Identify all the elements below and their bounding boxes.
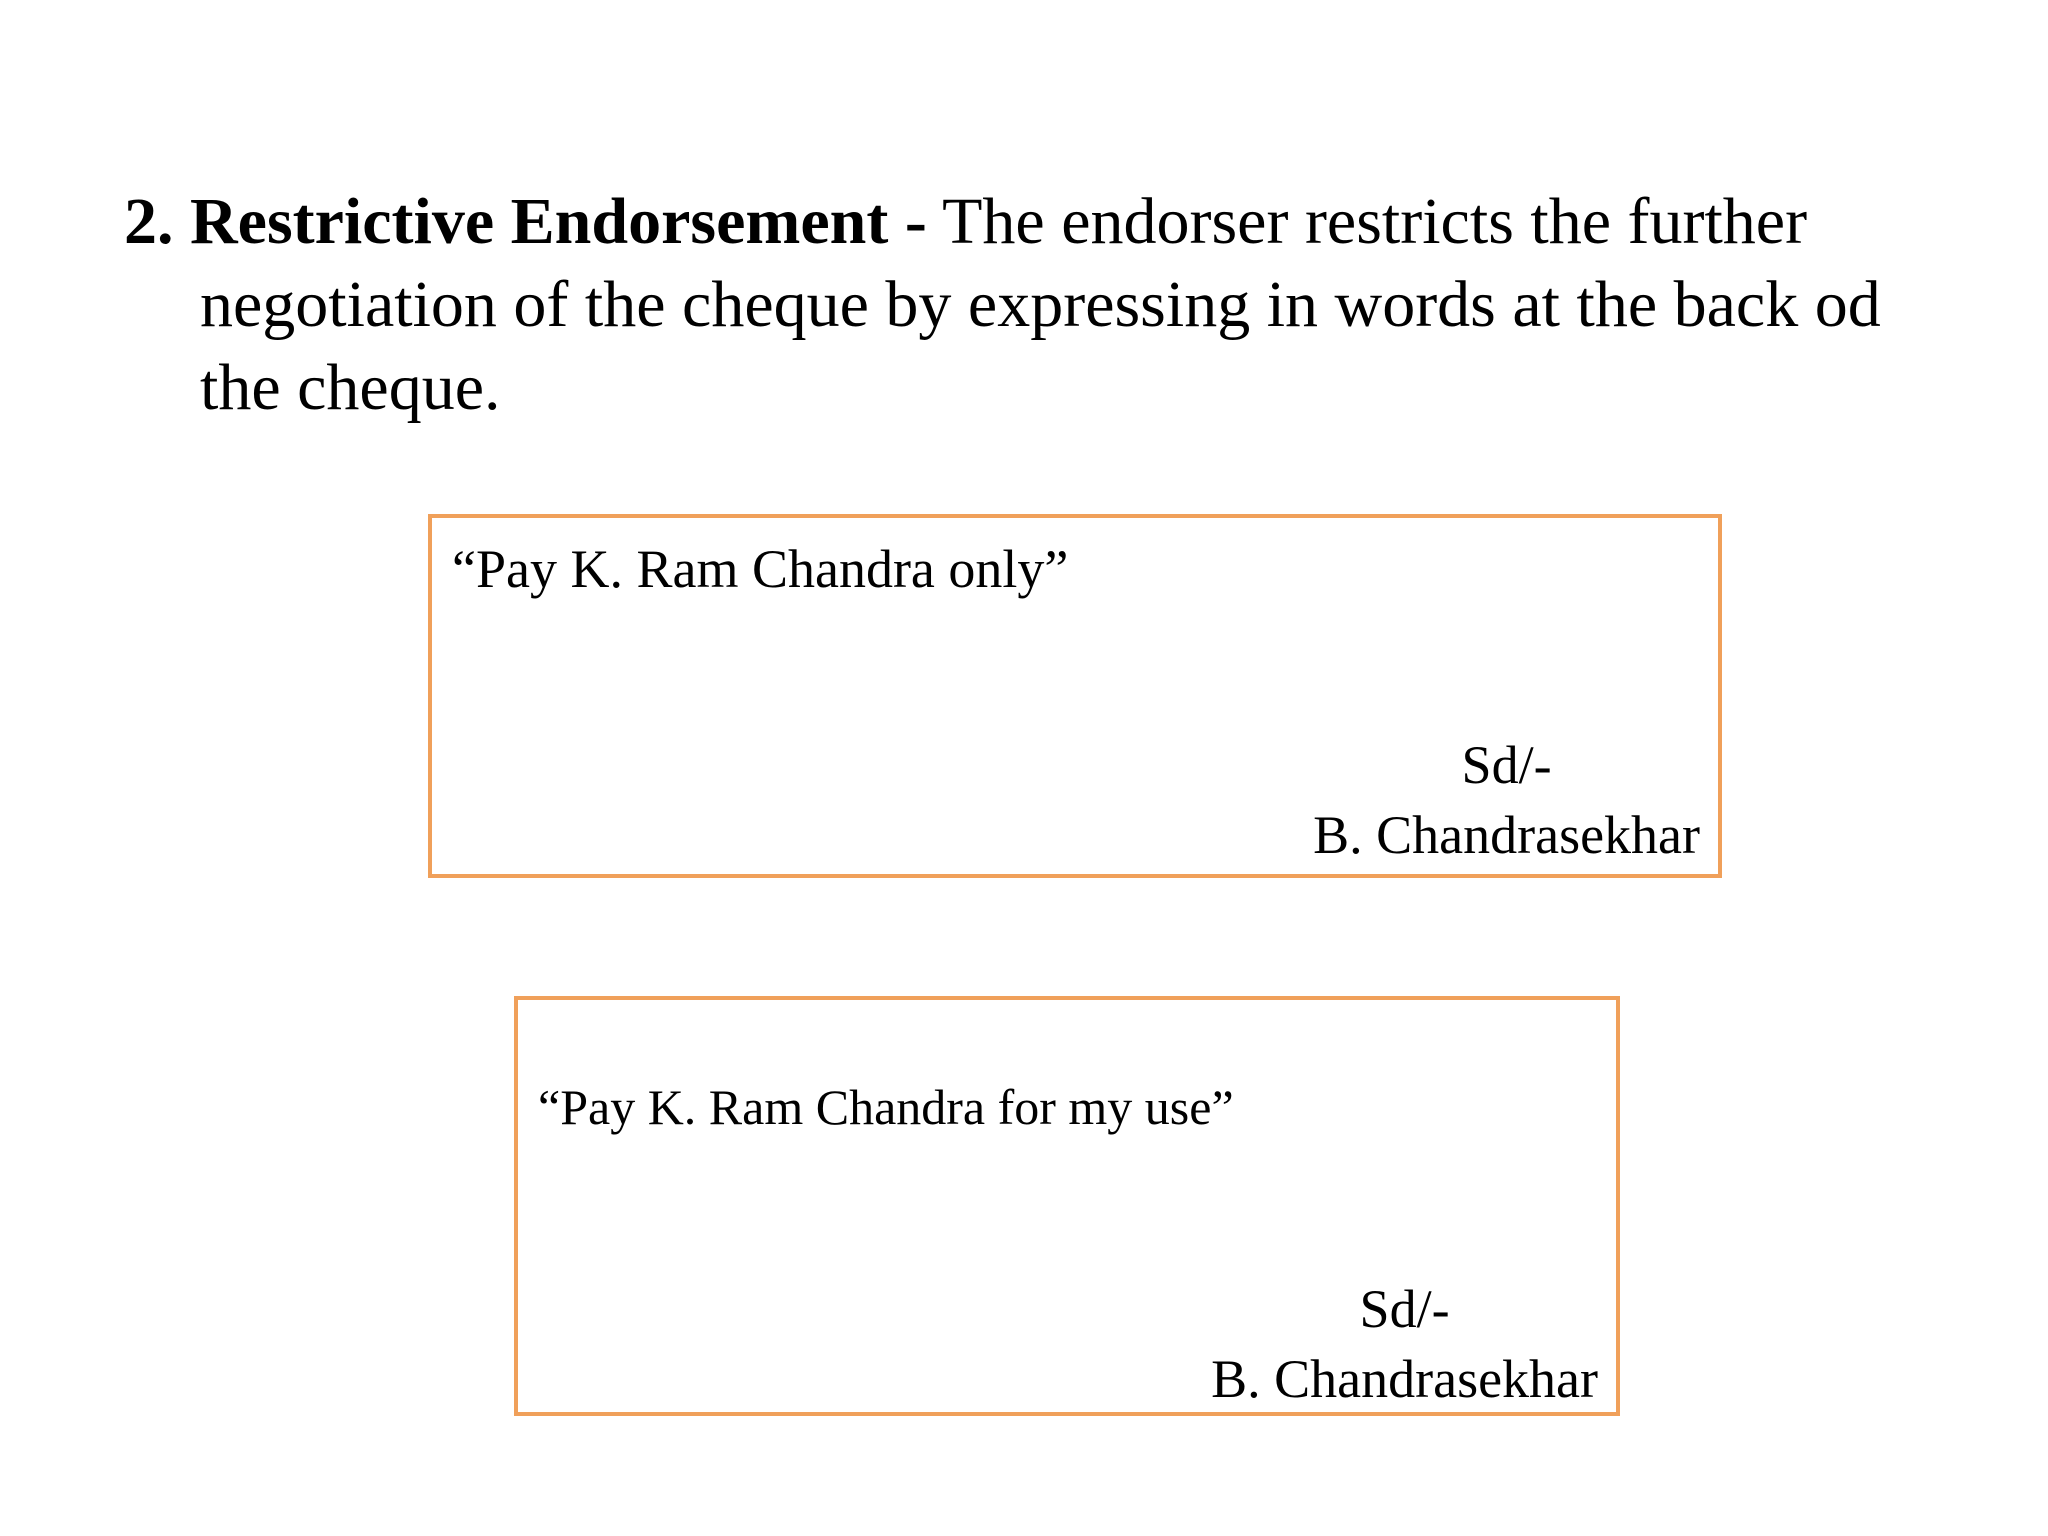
point-description: The endorser restricts the further negotiation of the cheque by expressing in words at the back od the cheque. <box>200 185 1881 424</box>
signature-sd: Sd/- <box>1359 1279 1450 1339</box>
signature-name: B. Chandrasekhar <box>1211 1349 1598 1409</box>
endorser-signature <box>1211 1279 1598 1409</box>
signature-name: B. Chandrasekhar <box>1313 805 1700 865</box>
restrictive-endorsement-point <box>124 180 1944 429</box>
endorsement-text: “Pay K. Ram Chandra only” <box>452 539 1069 599</box>
endorsement-example-for-my-use <box>514 996 1620 1416</box>
endorsement-example-only <box>428 514 1722 878</box>
point-number: 2. <box>124 185 174 258</box>
signature-sd: Sd/- <box>1461 735 1552 795</box>
endorser-signature <box>1313 735 1700 865</box>
point-term: Restrictive Endorsement - <box>190 185 927 258</box>
endorsement-text: “Pay K. Ram Chandra for my use” <box>538 1079 1234 1135</box>
